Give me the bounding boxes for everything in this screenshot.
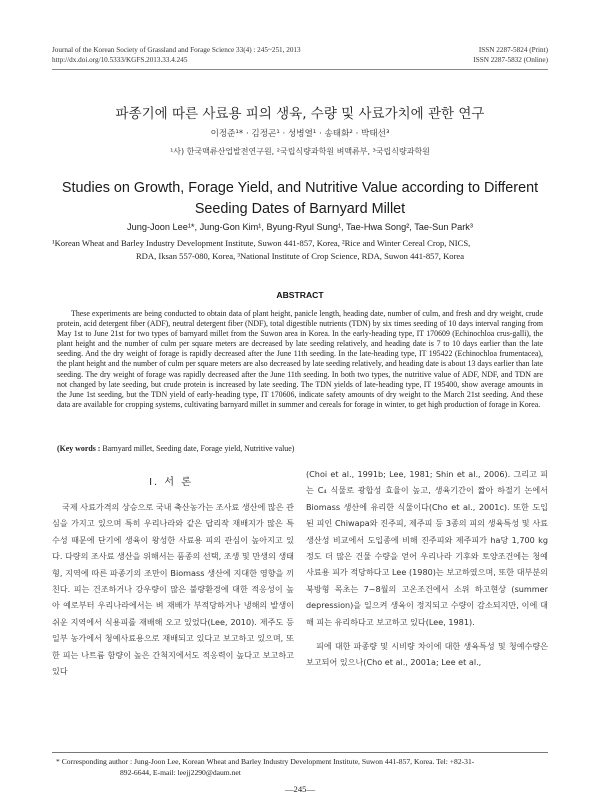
issn-online: ISSN 2287-5832 (Online) [473, 56, 548, 64]
abstract-body: These experiments are being conducted to obtain data of plant height, panicle length, heading date, number of culm, and fresh and dry weight, crude protein, acid detergent fiber (ADF), neutral detergent fiber (NDF), total digestible nutrients (TDN) by six times seeding of 10 days interval ranging from May 1st to June 21st for two types of barnyard millet from the Suwon area in Korea. In the early-heading type, IT 170609 (Echinochloa crus-galli), the plant height and the number of culm per square meters are decreased by late seeding relatively, and heading date is 7 to 10 days earlier than the late seeding. And the dry weight of forage is rapidly decreased after the June 11th seeding. In the late-heading type, IT 195422 (Echinochloa frumentacea), the plant height and the number of culm per square meters are also decreased by late seeding relatively, and heading date is about 13 days earlier than late seeding. The dry weight of forage was rapidly decreased after the June 11th seeding. In both two types, the nutritive value of ADF, NDF, and TDN are not changed by late seeding, but crude protein is increased by late seeding. The TDN yields of late-heading type, IT 195400, show average amounts in the June 1st seeding, but the TDN yield of early-heading type, IT 170606, indicate safety amounts of dry weight to the March 21st seeding. And these data are available for cropping systems, cultivating barnyard millet in summer and cereals for forage in winter, to get high production of forage in Korea. [57, 309, 543, 409]
korean-title: 파종기에 따른 사료용 피의 생육, 수량 및 사료가치에 관한 연구 [115, 106, 485, 122]
intro-right-column [306, 466, 548, 671]
keywords-label: (Key words : [57, 444, 101, 453]
intro-right-paragraph-1: (Choi et al., 1991b; Lee, 1981; Shin et al., 2006). 그리고 피는 C₄ 식물로 광합성 효율이 높고, 생육기간이 짧아 하절기 논에서 Biomass 생산에 유리한 식물이다(Cho et al., 2001c). 또한 도입된 피인 Chiwapa와 진주피, 제주피 등 3종의 피의 생육특성 및 사료 생산성 비교에서 도입종에 비해 진주피와 제주피가 ha당 1,700 kg 정도 더 많은 건물 수량을 얻어 우리나라 기후와 토양조건에는 청예사료용 피가 적당하다고 Lee (1980)는 보고하였으며, 또한 대부분의 북방형 목초는 7~8월의 고온조건에서 소위 하고현상 (summer depression)을 일으켜 생육이 정지되고 수량이 감소되지만, 이에 대해 피는 유리하다고 보고하고 있다(Lee, 1981). [306, 469, 548, 627]
korean-affiliations: ¹사) 한국맥류산업발전연구원, ²국립식량과학원 벼맥류부, ³국립식량과학원 [170, 147, 430, 156]
english-authors: Jung-Joon Lee¹*, Jung-Gon Kim¹, Byung-Ryul Sung¹, Tae-Hwa Song², Tae-Sun Park³ [127, 222, 473, 232]
issn-print: ISSN 2287-5824 (Print) [478, 46, 548, 54]
english-title: Studies on Growth, Forage Yield, and Nutritive Value according to Different Seeding Dates of Barnyard Millet [61, 180, 539, 217]
journal-header-right [473, 45, 548, 65]
footnote-line-2: 892-6644, E-mail: leejj2290@daum.net [120, 768, 241, 777]
affiliation-line-2: RDA, Iksan 557-080, Korea, ³National Institute of Crop Science, RDA, Suwon 441-857, Korea [135, 251, 465, 261]
intro-right-paragraph-2: 피에 대한 파종량 및 시비량 차이에 대한 생육특성 및 청예수량은 보고되어 있으나(Cho et al., 2001a; Lee et al., [306, 641, 548, 668]
keywords-list: Barnyard millet, Seeding date, Forage yield, Nutritive value) [102, 444, 295, 453]
page-number: —245— [284, 784, 316, 794]
footnote-line-1: * Corresponding author : Jung-Joon Lee, Korean Wheat and Barley Industry Development Institute, Suwon 441-857, Korea. Tel: +82-31- [56, 757, 475, 766]
affiliation-line-1: ¹Korean Wheat and Barley Industry Development Institute, Suwon 441-857, Korea, ²Rice and Winter Cereal Crop, NICS, [52, 238, 471, 248]
journal-header-left [52, 45, 301, 65]
abstract-heading: ABSTRACT [276, 290, 324, 300]
doi-link[interactable]: http://dx.doi.org/10.5333/KGFS.2013.33.4.245 [52, 56, 188, 64]
korean-authors: 이정준¹* · 김정곤¹ · 성병열¹ · 송태화² · 박태선³ [210, 129, 390, 139]
footnote-divider [52, 752, 548, 753]
keywords [57, 444, 543, 453]
corresponding-author-footnote [56, 756, 546, 778]
english-affiliations [52, 237, 548, 263]
header-divider [52, 69, 548, 70]
intro-left-column: 국제 사료가격의 상승으로 국내 축산농가는 조사료 생산에 많은 관심을 가지고 있으며 특히 우리나라와 같은 답리작 재배지가 많은 특수성 때문에 단기에 생육이 왕성한 사료용 피의 관심이 높아지고 있다. 다량의 조사료 생산을 위해서는 품종의 선택, 조생 및 만생의 생태형, 지역에 따른 파종기의 조만이 Biomass 생산에 지대한 영향을 끼친다. 피는 건조하거나 강우량이 많은 불량환경에 대한 적응성이 높아 예로부터 우리나라에서는 벼 재배가 부적당하거나 냉해의 발생이 쉬운 지역에서 식용피를 재배해 오고 있었다(Lee, 2010). 제주도 등 일부 농가에서 청예사료용으로 재배되고 있다고 보고하고 있으며, 또한 피는 나트륨 함량이 높은 간척지에서도 적응력이 높다고 보고하고 있다 [52, 502, 294, 677]
journal-citation: Journal of the Korean Society of Grassland and Forage Science 33(4) : 245~251, 2013 [52, 46, 301, 54]
section-heading-introduction: Ⅰ. 서 론 [149, 477, 193, 488]
